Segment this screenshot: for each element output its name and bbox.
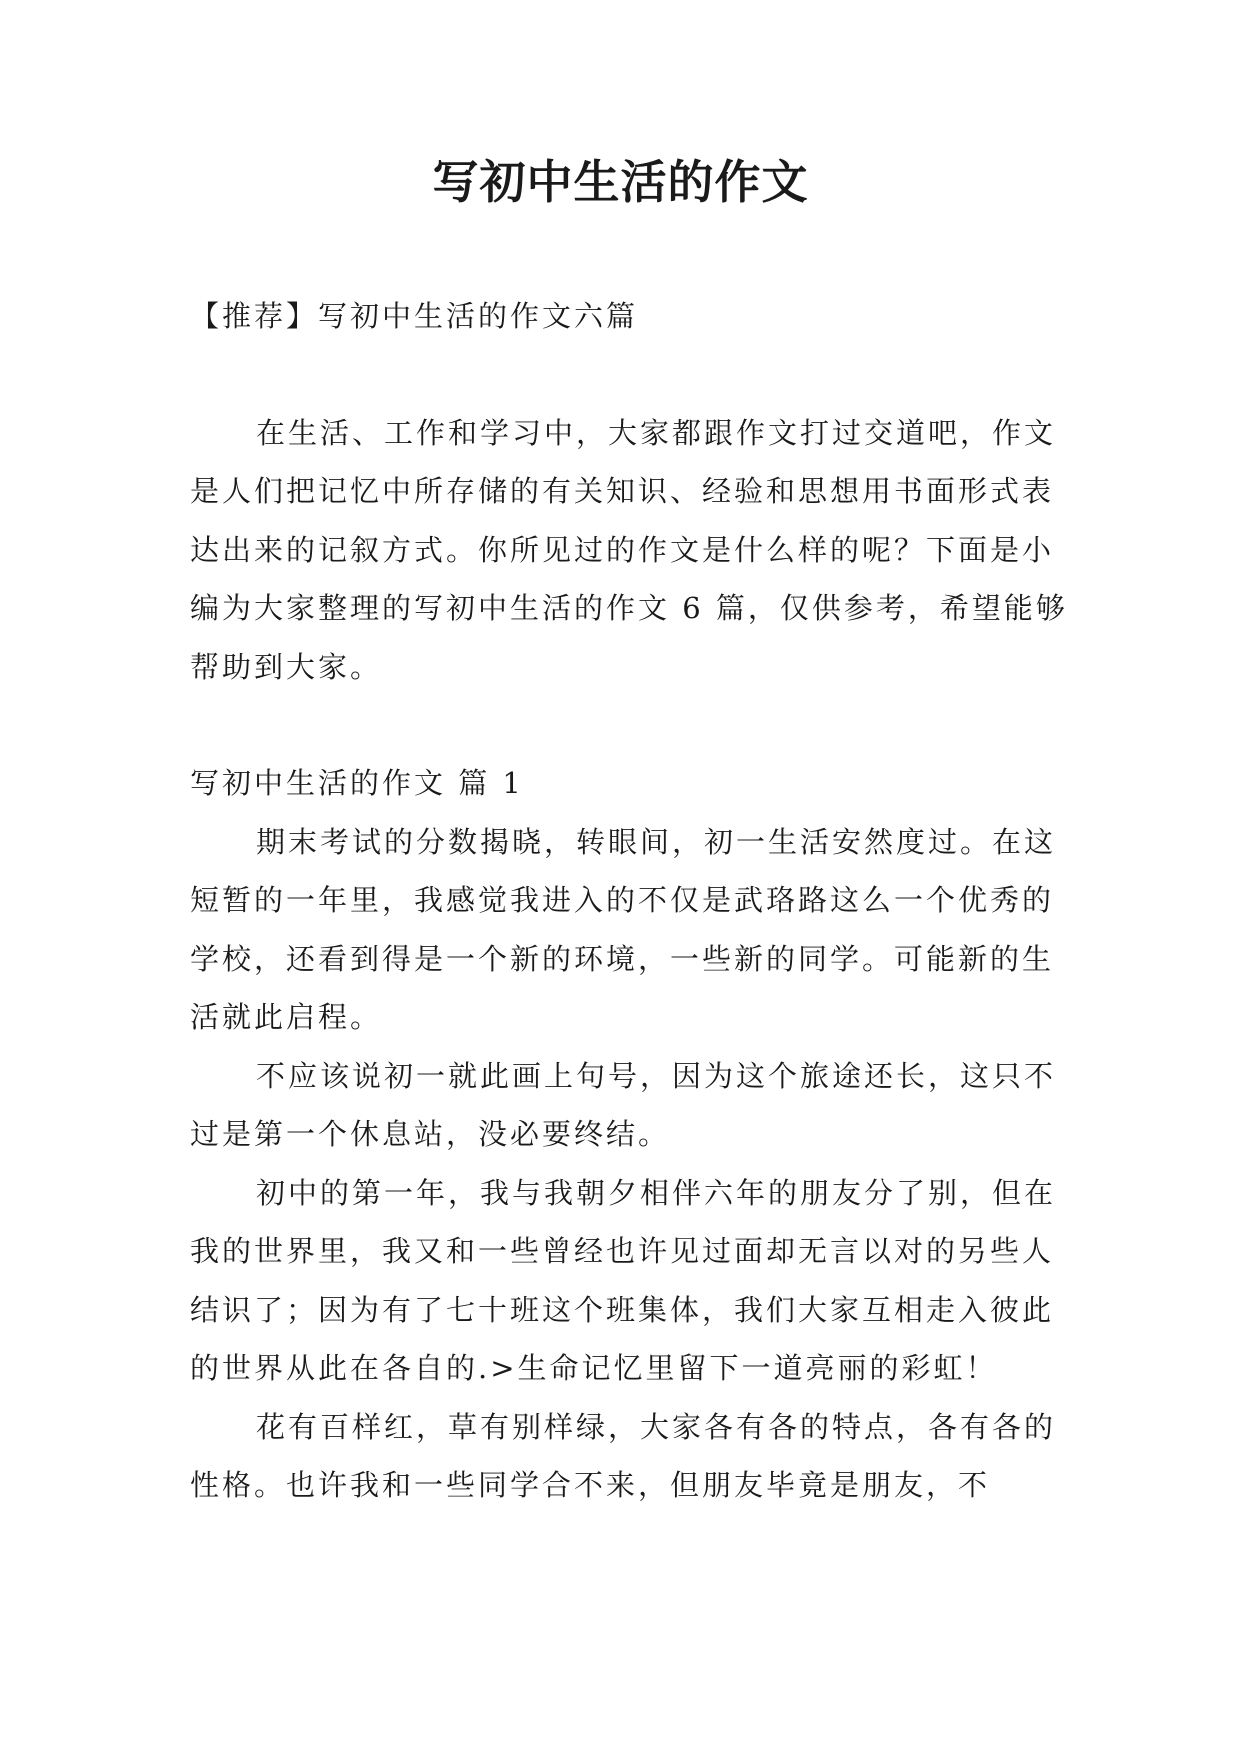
document-title: 写初中生活的作文 [432,155,809,209]
body-paragraph: 不应该说初一就此画上句号，因为这个旅途还长，这只不过是第一个休息站，没必要终结。 [190,1058,1057,1151]
intro-paragraph: 在生活、工作和学习中，大家都跟作文打过交道吧，作文是人们把记忆中所存储的有关知识、经验和思想用书面形式表达出来的记叙方式。你所见过的作文是什么样的呢？下面是小编为大家整理的写初中生活的作文 6 篇，仅供参考，希望能够帮助到大家。 [190,415,1068,684]
spacer [190,696,1070,754]
document-body [190,287,1070,1515]
lead-line: 【推荐】写初中生活的作文六篇 [190,299,639,333]
body-paragraph: 期末考试的分数揭晓，转眼间，初一生活安然度过。在这短暂的一年里，我感觉我进入的不仅是武珞路这么一个优秀的学校，还看到得是一个新的环境，一些新的同学。可能新的生活就此启程。 [190,824,1057,1034]
section-heading: 写初中生活的作文 篇 1 [190,766,524,800]
body-paragraph: 花有百样红，草有别样绿，大家各有各的特点，各有各的性格。也许我和一些同学合不来，但朋友毕竟是朋友，不 [190,1409,1057,1502]
body-paragraph: 初中的第一年，我与我朝夕相伴六年的朋友分了别，但在我的世界里，我又和一些曾经也许见过面却无言以对的另些人结识了；因为有了七十班这个班集体，我们大家互相走入彼此的世界从此在各自的.>生命记忆里留下一道亮丽的彩虹！ [190,1175,1057,1385]
